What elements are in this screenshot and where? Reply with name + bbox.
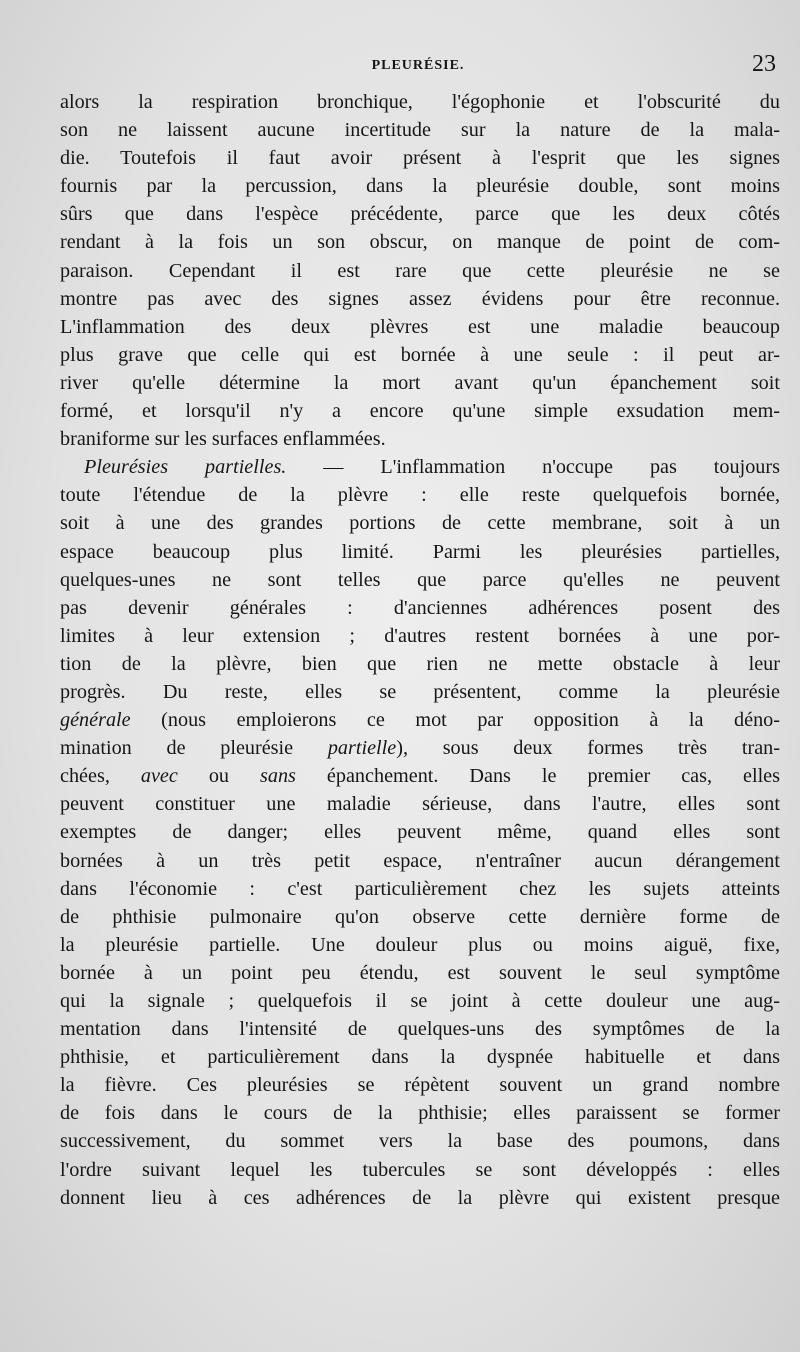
line-text: ou — [177, 765, 261, 788]
line-text: de phthisie pulmonaire qu'on observe cette dernière forme de — [60, 905, 780, 928]
text-line — [60, 566, 780, 594]
text-line — [60, 734, 780, 762]
line-text: alors la respiration bronchique, l'égophonie et l'obscurité du — [60, 91, 780, 113]
text-line — [60, 847, 780, 875]
text-line — [60, 116, 780, 144]
line-text: qui la signale ; quelquefois il se joint à cette douleur une aug- — [60, 990, 780, 1012]
line-text: successivement, du sommet vers la base des poumons, dans — [60, 1130, 780, 1153]
text-line — [60, 341, 780, 369]
line-text: fournis par la percussion, dans la pleurésie double, sont moins — [60, 175, 780, 198]
line-text: la pleurésie partielle. Une douleur plus ou moins aiguë, fixe, — [60, 933, 780, 956]
page-number: 23 — [752, 51, 776, 77]
line-text: soit à une des grandes portions de cette membrane, soit à un — [60, 512, 780, 535]
text-line — [60, 594, 780, 622]
line-text: L'inflammation des deux plèvres est une maladie beaucoup — [60, 315, 780, 338]
line-text: limites à leur extension ; d'autres restent bornées à une por- — [60, 624, 780, 647]
text-line — [60, 88, 780, 116]
line-text: phthisie, et particulièrement dans la dyspnée habituelle et dans — [60, 1046, 780, 1069]
text-line — [60, 1127, 780, 1155]
text-line — [60, 1156, 780, 1184]
line-text: rendant à la fois un son obscur, on manque de point de com- — [60, 231, 780, 254]
text-line — [60, 1099, 780, 1127]
line-text: peuvent constituer une maladie sérieuse, dans l'autre, elles sont — [60, 793, 780, 816]
running-head: PLEURÉSIE. — [371, 58, 465, 73]
line-text: de fois dans le cours de la phthisie; elles paraissent se former — [60, 1102, 780, 1125]
text-line — [60, 200, 780, 228]
text-line — [60, 453, 780, 481]
line-text: die. Toutefois il faut avoir présent à l'esprit que les signes — [60, 147, 780, 170]
line-text: paraison. Cependant il est rare que cette pleurésie ne se — [60, 259, 780, 282]
text-line — [60, 481, 780, 509]
line-text: plus grave que celle qui est bornée à une seule : il peut ar- — [60, 343, 780, 366]
text-line — [60, 762, 780, 790]
line-text: son ne laissent aucune incertitude sur la nature de la mala- — [60, 119, 780, 142]
text-line — [60, 313, 780, 341]
line-text: bornées à un très petit espace, n'entraîner aucun dérangement — [60, 849, 780, 872]
text-line — [60, 509, 780, 537]
text-line — [60, 257, 780, 285]
text-line — [60, 1071, 780, 1099]
italic-text: générale — [60, 709, 131, 732]
italic-text: avec — [140, 765, 178, 788]
text-line — [60, 959, 780, 987]
line-text: exemptes de danger; elles peuvent même, quand elles sont — [60, 821, 780, 844]
text-line — [60, 538, 780, 566]
text-line — [60, 875, 780, 903]
line-text: tion de la plèvre, bien que rien ne mette obstacle à leur — [60, 652, 780, 675]
italic-text: sans — [260, 765, 296, 788]
body-text — [60, 88, 780, 1212]
line-text: — L'inflammation n'occupe pas toujours — [286, 456, 780, 479]
text-line — [60, 1184, 780, 1212]
text-line — [60, 425, 780, 453]
line-text: espace beaucoup plus limité. Parmi les pleurésies partielles, — [60, 540, 780, 563]
text-line — [60, 228, 780, 256]
line-text: toute l'étendue de la plèvre : elle reste quelquefois bornée, — [60, 484, 780, 507]
line-text: donnent lieu à ces adhérences de la plèvre qui existent presque — [60, 1186, 780, 1209]
text-line — [60, 650, 780, 678]
text-line — [60, 1015, 780, 1043]
text-line — [60, 285, 780, 313]
line-text: progrès. Du reste, elles se présentent, comme la pleurésie — [60, 680, 780, 703]
page-header — [60, 50, 776, 80]
italic-text: partielle — [327, 737, 397, 760]
line-text: formé, et lorsqu'il n'y a encore qu'une simple exsudation mem- — [60, 400, 780, 423]
line-text: (nous emploierons ce mot par opposition à la déno- — [130, 709, 780, 732]
line-text: mentation dans l'intensité de quelques-uns des symptômes de la — [60, 1018, 780, 1041]
text-line — [60, 397, 780, 425]
text-line — [60, 622, 780, 650]
line-text: braniforme sur les surfaces enflammées. — [60, 428, 386, 451]
text-line — [60, 706, 780, 734]
text-line — [60, 931, 780, 959]
line-text: montre pas avec des signes assez évidens pour être reconnue. — [60, 287, 780, 310]
text-line — [60, 144, 780, 172]
text-line — [60, 1043, 780, 1071]
line-text: sûrs que dans l'espèce précédente, parce que les deux côtés — [60, 203, 780, 226]
line-text: pas devenir générales : d'anciennes adhérences posent des — [60, 596, 780, 619]
text-line — [60, 172, 780, 200]
text-line — [60, 903, 780, 931]
line-text: bornée à un point peu étendu, est souvent le seul symptôme — [60, 961, 780, 984]
line-text: chées, — [60, 765, 141, 788]
text-line — [60, 790, 780, 818]
text-line — [60, 818, 780, 846]
text-line — [60, 987, 780, 1015]
line-text: épanchement. Dans le premier cas, elles — [295, 765, 780, 788]
line-text: ), sous deux formes très tran- — [396, 737, 780, 760]
italic-text: Pleurésies partielles. — [84, 456, 287, 479]
text-line — [60, 369, 780, 397]
line-text: la fièvre. Ces pleurésies se répètent souvent un grand nombre — [60, 1074, 780, 1097]
line-text: l'ordre suivant lequel les tubercules se sont développés : elles — [60, 1158, 780, 1181]
line-text: dans l'économie : c'est particulièrement chez les sujets atteints — [60, 877, 780, 900]
line-text: mination de pleurésie — [60, 737, 328, 760]
line-text: quelques-unes ne sont telles que parce qu'elles ne peuvent — [60, 568, 780, 591]
text-line — [60, 678, 780, 706]
line-text: river qu'elle détermine la mort avant qu'un épanchement soit — [60, 371, 780, 394]
